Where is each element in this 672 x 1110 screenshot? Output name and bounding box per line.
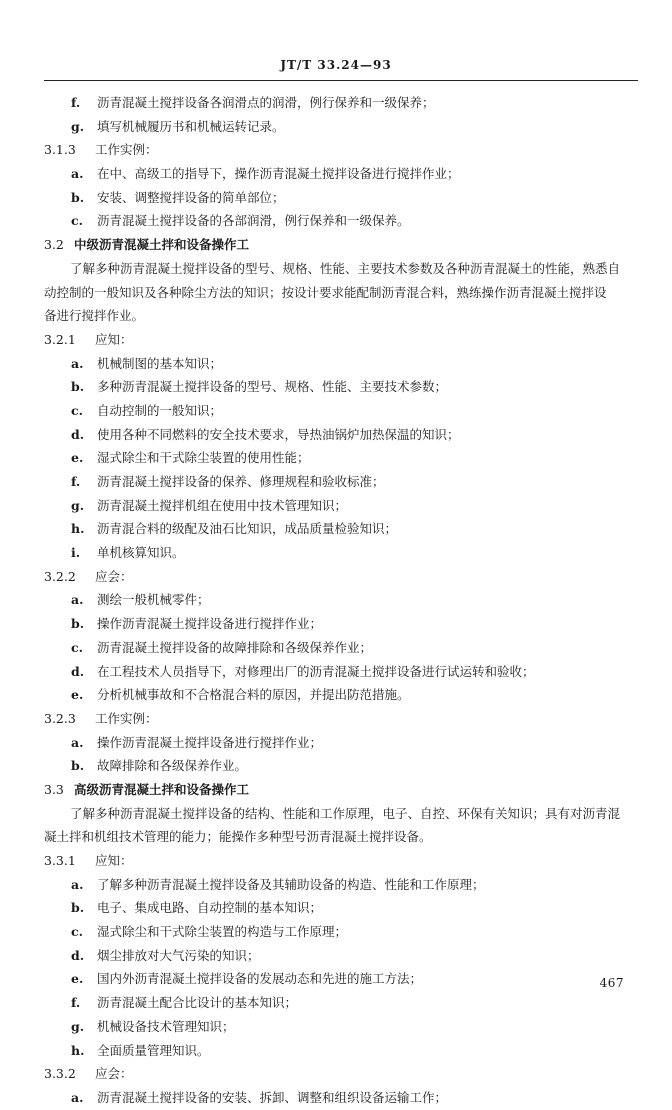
paragraph-line: 了解多种沥青混凝土搅拌设备的结构、性能和工作原理，电子、自控、环保有关知识；具有对沥青混 [70,805,621,821]
list-item-text: 了解多种沥青混凝土搅拌设备及其辅助设备的构造、性能和工作原理； [97,876,485,892]
list-item-text: 全面质量管理知识。 [97,1042,210,1058]
list-item-text: 沥青混凝土搅拌设备各润滑点的润滑，例行保养和一级保养； [97,95,435,110]
list-marker: a. [71,355,84,371]
list-item [0,967,672,991]
clause-number: 3.3 [44,781,64,797]
list-item [0,1015,672,1039]
list-marker: d. [71,426,85,442]
list-item-text: 沥青混凝土搅拌机组在使用中技术管理知识； [97,497,348,513]
list-item-text: 安装、调整搅拌设备的简单部位； [97,189,285,205]
list-item [0,209,672,233]
list-item-text: 湿式除尘和干式除尘装置的使用性能； [97,450,310,466]
standard-code-header: JT/T 33.24—93 [280,58,392,72]
clause-number: 3.2 [44,237,64,253]
section-heading [0,778,672,802]
clause-heading [0,707,672,731]
list-item-text: 填写机械履历书和机械运转记录。 [97,118,285,134]
list-item-text: 单机核算知识。 [97,545,185,561]
list-item [0,731,672,755]
list-marker: e. [71,687,84,703]
clause-title: 中级沥青混凝土拌和设备操作工 [74,237,250,253]
list-item-text: 故障排除和各级保养作业。 [97,758,248,774]
list-item [0,115,672,139]
list-item [0,375,672,399]
list-item [0,1039,672,1063]
list-marker: f. [71,95,81,110]
list-marker: d. [71,947,85,963]
page-number: 467 [599,976,624,990]
clause-number: 3.2.2 [44,568,76,584]
list-item-text: 在中、高级工的指导下，操作沥青混凝土搅拌设备进行搅拌作业； [97,166,460,182]
list-item [0,470,672,494]
list-item [0,352,672,376]
paragraph-line: 备进行搅拌作业。 [44,308,145,324]
list-marker: e. [71,450,84,466]
list-item-text: 电子、集成电路、自动控制的基本知识； [97,900,323,916]
list-marker: d. [71,663,85,679]
list-marker: g. [71,118,85,134]
list-marker: b. [71,758,85,774]
clause-heading [0,138,672,162]
list-marker: g. [71,1018,85,1034]
list-item [0,446,672,470]
list-item-text: 沥青混凝土配合比设计的基本知识； [97,995,298,1011]
list-item-text: 机械制图的基本知识； [97,355,223,371]
list-item-text: 沥青混凝土搅拌设备的安装、拆卸、调整和组织设备运输工作； [97,1089,448,1105]
list-marker: c. [71,639,83,655]
list-marker: h. [71,1042,85,1058]
clause-title: 应知： [95,853,133,868]
list-item [0,896,672,920]
list-marker: c. [71,924,83,940]
list-item [0,754,672,778]
clause-heading [0,849,672,873]
list-marker: a. [71,1089,84,1105]
list-item [0,873,672,897]
list-marker: h. [71,521,85,537]
list-item-text: 湿式除尘和干式除尘装置的构造与工作原理； [97,924,348,940]
list-item [0,517,672,541]
list-marker: f. [71,995,81,1011]
list-item-text: 自动控制的一般知识； [97,402,223,418]
list-marker: a. [71,166,84,182]
clause-title: 应会： [95,568,133,584]
list-marker: a. [71,876,84,892]
list-item-text: 操作沥青混凝土搅拌设备进行搅拌作业； [97,734,323,750]
list-item [0,91,672,115]
list-marker: a. [71,592,84,608]
clause-title: 应知： [95,331,133,347]
list-item-text: 在工程技术人员指导下，对修理出厂的沥青混凝土搅拌设备进行试运转和验收； [97,663,535,679]
list-marker: a. [71,734,84,750]
list-item-text: 烟尘排放对大气污染的知识； [97,947,260,963]
clause-number: 3.3.2 [44,1066,76,1082]
list-marker: b. [71,616,85,632]
list-item-text: 使用各种不同燃料的安全技术要求，导热油锅炉加热保温的知识； [97,426,460,442]
paragraph-line: 了解多种沥青混凝土搅拌设备的型号、规格、性能、主要技术参数及各种沥青混凝土的性能，熟悉自 [70,260,621,276]
list-marker: e. [71,971,84,987]
paragraph-line: 凝土拌和机组技术管理的能力；能操作多种型号沥青混凝土搅拌设备。 [44,829,432,845]
clause-number: 3.3.1 [44,853,76,868]
list-item [0,186,672,210]
list-marker: c. [71,402,83,418]
list-item [0,162,672,186]
list-item-text: 机械设备技术管理知识； [97,1018,235,1034]
list-item [0,423,672,447]
clause-heading [0,1062,672,1086]
list-item [0,920,672,944]
list-marker: b. [71,379,85,395]
clause-heading [0,328,672,352]
list-marker: f. [71,474,81,489]
clause-heading [0,565,672,589]
list-item [0,588,672,612]
clause-title: 应会： [95,1066,133,1082]
clause-number: 3.2.3 [44,710,76,726]
header-rule [44,80,638,81]
list-item [0,1086,672,1110]
list-item-text: 国内外沥青混凝土搅拌设备的发展动态和先进的施工方法； [97,971,423,987]
list-item [0,636,672,660]
list-item [0,612,672,636]
clause-title: 高级沥青混凝土拌和设备操作工 [74,781,250,797]
list-item-text: 沥青混凝土搅拌设备的故障排除和各级保养作业； [97,639,373,655]
list-item-text: 测绘一般机械零件； [97,592,210,608]
list-marker: i. [71,545,81,561]
list-item-text: 分析机械事故和不合格混合料的原因，并提出防范措施。 [97,687,410,703]
list-item [0,660,672,684]
list-item [0,494,672,518]
list-item-text: 多种沥青混凝土搅拌设备的型号、规格、性能、主要技术参数； [97,379,448,395]
list-item [0,541,672,565]
list-item [0,991,672,1015]
list-marker: c. [71,213,83,229]
clause-number: 3.2.1 [44,331,76,347]
clause-number: 3.1.3 [44,142,76,158]
clause-title: 工作实例： [95,142,158,158]
list-item-text: 操作沥青混凝土搅拌设备进行搅拌作业； [97,616,323,632]
list-item [0,683,672,707]
list-item [0,944,672,968]
paragraph-line: 动控制的一般知识及各种除尘方法的知识；按设计要求能配制沥青混合料，熟练操作沥青混凝土搅拌设 [44,284,607,300]
section-heading [0,233,672,257]
list-marker: b. [71,189,85,205]
clause-title: 工作实例： [95,710,158,726]
list-item-text: 沥青混凝土搅拌设备的各部润滑，例行保养和一级保养。 [97,213,410,229]
list-item-text: 沥青混凝土搅拌设备的保养、修理规程和验收标准； [97,474,385,489]
list-marker: b. [71,900,85,916]
document-body [0,91,672,1110]
list-item-text: 沥青混合料的级配及油石比知识，成品质量检验知识； [97,521,398,537]
list-item [0,399,672,423]
list-marker: g. [71,497,85,513]
